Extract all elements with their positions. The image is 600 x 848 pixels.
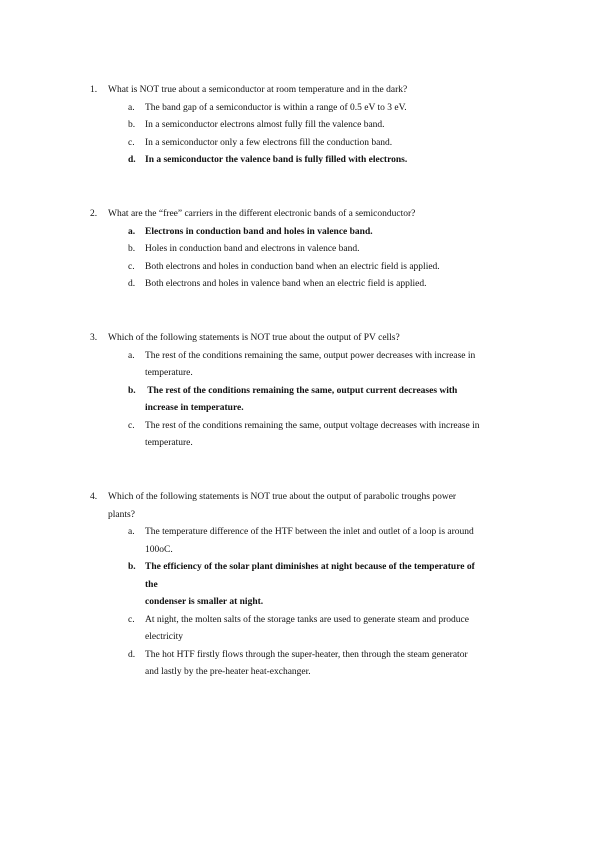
option-letter: a. <box>128 350 135 361</box>
option-letter: c. <box>128 137 135 148</box>
option-c <box>128 418 540 453</box>
option-text: In a semiconductor the valence band is fully filled with electrons. <box>145 155 408 165</box>
option-text-line: 100oC. <box>145 544 173 555</box>
option-text: Electrons in conduction band and holes in valence band. <box>145 226 373 237</box>
option-letter: b. <box>128 120 136 130</box>
question-stem <box>90 489 540 524</box>
question-number: 3. <box>90 333 98 343</box>
question-text: Which of the following statements is NOT true about the output of PV cells? <box>108 333 400 343</box>
option-text <box>145 383 540 418</box>
option-letter: d. <box>128 155 136 165</box>
option-d-correct <box>128 152 540 170</box>
question-1 <box>90 82 540 170</box>
question-3 <box>90 330 540 453</box>
option-a <box>128 348 540 383</box>
option-d <box>128 276 540 294</box>
option-letter: d. <box>128 649 136 660</box>
option-text-line: increase in temperature. <box>145 403 244 413</box>
option-c <box>128 612 540 647</box>
option-text <box>145 348 540 383</box>
question-text-line: plants? <box>108 509 135 520</box>
option-c <box>128 259 540 277</box>
option-b-correct <box>128 559 540 612</box>
option-letter: a. <box>128 102 135 113</box>
question-text: What are the “free” carriers in the different electronic bands of a semiconductor? <box>108 209 416 219</box>
option-text-line: The temperature difference of the HTF between the inlet and outlet of a loop is around <box>145 527 474 537</box>
option-text: In a semiconductor only a few electrons fill the conduction band. <box>145 137 393 148</box>
option-b-correct <box>128 383 540 418</box>
option-text-line: The rest of the conditions remaining the same, output power decreases with increase in <box>145 350 476 361</box>
option-text-line: condenser is smaller at night. <box>145 597 264 607</box>
option-text <box>145 559 540 612</box>
option-letter: c. <box>128 261 135 272</box>
question-2 <box>90 206 540 294</box>
option-text-line: The efficiency of the solar plant diminishes at night because of the temperature of <box>145 562 475 572</box>
option-text-line: The hot HTF firstly flows through the super-heater, then through the steam generator <box>145 649 468 660</box>
option-text-line: electricity <box>145 632 183 642</box>
option-text: Both electrons and holes in valence band when an electric field is applied. <box>145 279 427 289</box>
option-a <box>128 100 540 118</box>
option-text: Holes in conduction band and electrons in valence band. <box>145 244 360 254</box>
option-c <box>128 135 540 153</box>
question-number: 1. <box>90 85 98 95</box>
option-letter: a. <box>128 527 135 537</box>
option-letter: b. <box>128 562 136 572</box>
question-4 <box>90 489 540 682</box>
option-text <box>145 647 540 682</box>
option-b <box>128 241 540 259</box>
question-stem <box>90 206 540 224</box>
question-text <box>108 489 540 524</box>
option-b <box>128 117 540 135</box>
option-text <box>145 612 540 647</box>
option-text: The band gap of a semiconductor is within a range of 0.5 eV to 3 eV. <box>145 102 407 113</box>
option-letter: a. <box>128 226 136 237</box>
option-text <box>145 418 540 453</box>
option-text-line: temperature. <box>145 368 193 378</box>
question-stem <box>90 330 540 348</box>
option-letter: c. <box>128 614 135 625</box>
option-text-line: and lastly by the pre-heater heat-exchanger. <box>145 667 311 677</box>
question-number: 2. <box>90 209 98 219</box>
option-text-line: temperature. <box>145 438 193 448</box>
question-text: What is NOT true about a semiconductor at room temperature and in the dark? <box>108 85 408 95</box>
question-text-line: Which of the following statements is NOT true about the output of parabolic troughs power <box>108 492 457 502</box>
option-letter: d. <box>128 279 136 289</box>
option-text-line: The rest of the conditions remaining the same, output current decreases with <box>145 385 458 396</box>
option-a-correct <box>128 224 540 242</box>
option-a <box>128 524 540 559</box>
option-text-line: the <box>145 579 158 590</box>
option-letter: b. <box>128 385 136 396</box>
option-text-line: The rest of the conditions remaining the same, output voltage decreases with increase in <box>145 420 480 431</box>
option-letter: b. <box>128 244 136 254</box>
option-text-line: At night, the molten salts of the storage tanks are used to generate steam and produce <box>145 614 469 625</box>
option-d <box>128 647 540 682</box>
question-number: 4. <box>90 492 98 502</box>
option-text: Both electrons and holes in conduction band when an electric field is applied. <box>145 261 440 272</box>
option-text <box>145 524 540 559</box>
option-text: In a semiconductor electrons almost fully fill the valence band. <box>145 120 385 130</box>
question-stem <box>90 82 540 100</box>
option-letter: c. <box>128 420 135 431</box>
